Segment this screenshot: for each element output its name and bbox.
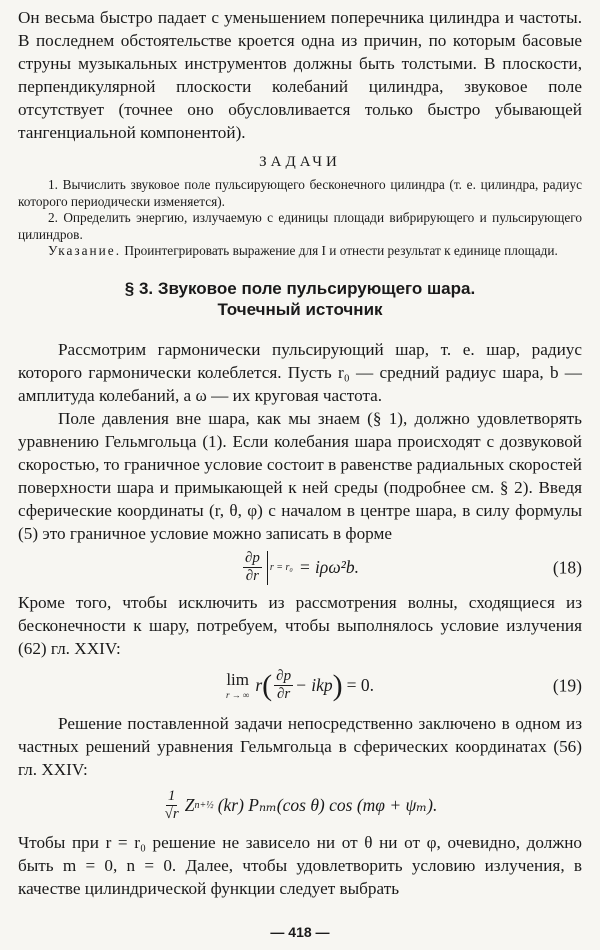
section-title xyxy=(18,278,582,320)
sol-index: n+½ xyxy=(194,800,214,811)
eq19-left-paren: ( xyxy=(262,668,273,702)
eq19-lim-under: r → ∞ xyxy=(225,690,250,700)
task-1: 1. Вычислить звуковое поле пульсирующего бесконечного цилиндра (т. е. цилиндра, радиус которого периодически изменяется). xyxy=(18,177,582,209)
eq19-right-paren: ) xyxy=(332,668,343,702)
paragraph-4: Решение поставленной задачи непосредственно заключено в одном из частных решений уравнения Гельмгольца в сферических координатах (56) гл. XXIV: xyxy=(18,713,582,779)
eq18-rhs: = iρω²b. xyxy=(298,557,360,577)
section-title-line-1: § 3. Звуковое поле пульсирующего шара. xyxy=(124,278,476,298)
hint-label: Указание. xyxy=(48,243,122,258)
intro-paragraph: Он весьма быстро падает с уменьшением поперечника цилиндра и частоты. В последнем обстоятельстве кроется одна из причин, по которым басовые струны музыкальных инструментов должны быть толстыми. В плоскости, перпендикулярной плоскости колебаний цилиндра, звуковое поле отсутствует (точнее оно обусловливается только быстро убывающей тангенциальной компонентой). xyxy=(18,8,582,142)
eq19-denominator: ∂r xyxy=(277,686,291,702)
tasks-heading: ЗАДАЧИ xyxy=(259,154,341,170)
task-hint xyxy=(18,243,582,260)
paragraph-2: Поле давления вне шара, как мы знаем (§ 1), должно удовлетворять уравнению Гельмгольца (1). Если колебания шара происходят с дозвуковой скоростью, то граничное условие состоит в равенстве радиальных скоростей поверхности шара и примыкающей к ней среды (подробнее см. § 2). Введя сферические координаты (r, θ, φ) с началом в центре шара, в силу формулы (5) это граничное условие можно записать в форме xyxy=(18,408,582,543)
sol-denominator: √r xyxy=(164,806,179,822)
eq18-subscript: r = r₀ xyxy=(269,562,293,573)
eq19-r: r xyxy=(255,675,263,695)
sol-rest: (kr) Pₙₘ(cos θ) cos (mφ + ψₘ). xyxy=(217,795,438,815)
section-title-line-2: Точечный источник xyxy=(217,299,383,319)
paragraph-3: Кроме того, чтобы исключить из рассмотрения волны, сходящиеся из бесконечности к шару, потребуем, чтобы выполнялось условие излучения (62) гл. XXIV: xyxy=(18,592,582,658)
eq18-evaluation-bar xyxy=(267,551,268,585)
eq19-lim-word: lim xyxy=(226,670,249,689)
eq19-limit xyxy=(226,671,249,700)
eq18-denominator: ∂r xyxy=(245,568,260,584)
eq19-rhs: = 0. xyxy=(346,675,375,695)
equation-solution xyxy=(18,781,582,831)
eq18-numerator: ∂p xyxy=(244,550,260,566)
eq19-label: (19) xyxy=(552,675,582,695)
eq19-fraction xyxy=(274,669,293,702)
sol-fraction xyxy=(165,789,179,822)
eq19-numerator: ∂p xyxy=(276,668,292,684)
eq18-label: (18) xyxy=(552,557,582,577)
sol-numerator: 1 xyxy=(167,788,176,804)
eq19-minus-term: − ikp xyxy=(295,675,333,695)
equation-19 xyxy=(18,660,582,712)
paragraph-1: Рассмотрим гармонически пульсирующий шар, т. е. шар, радиус которого гармонически колеблется. Пусть r₀ — средний радиус шара, b — амплитуда колебаний, а ω — их круговая частота. xyxy=(18,339,582,405)
task-2: 2. Определить энергию, излучаемую с единицы площади вибрирующего и пульсирующего цилиндров. xyxy=(18,210,582,242)
eq18-fraction xyxy=(243,551,262,584)
page-number: — 418 — xyxy=(270,924,330,940)
hint-text: Проинтегрировать выражение для I и отнести результат к единице площади. xyxy=(121,243,558,258)
equation-18 xyxy=(18,545,582,591)
paragraph-5: Чтобы при r = r₀ решение не зависело ни от θ ни от φ, очевидно, должно быть m = 0, n = 0. Далее, чтобы удовлетворить условию излучения, в качестве цилиндрической функции следует выбрать xyxy=(18,832,582,898)
sol-cylinder-function: Z xyxy=(184,795,195,815)
